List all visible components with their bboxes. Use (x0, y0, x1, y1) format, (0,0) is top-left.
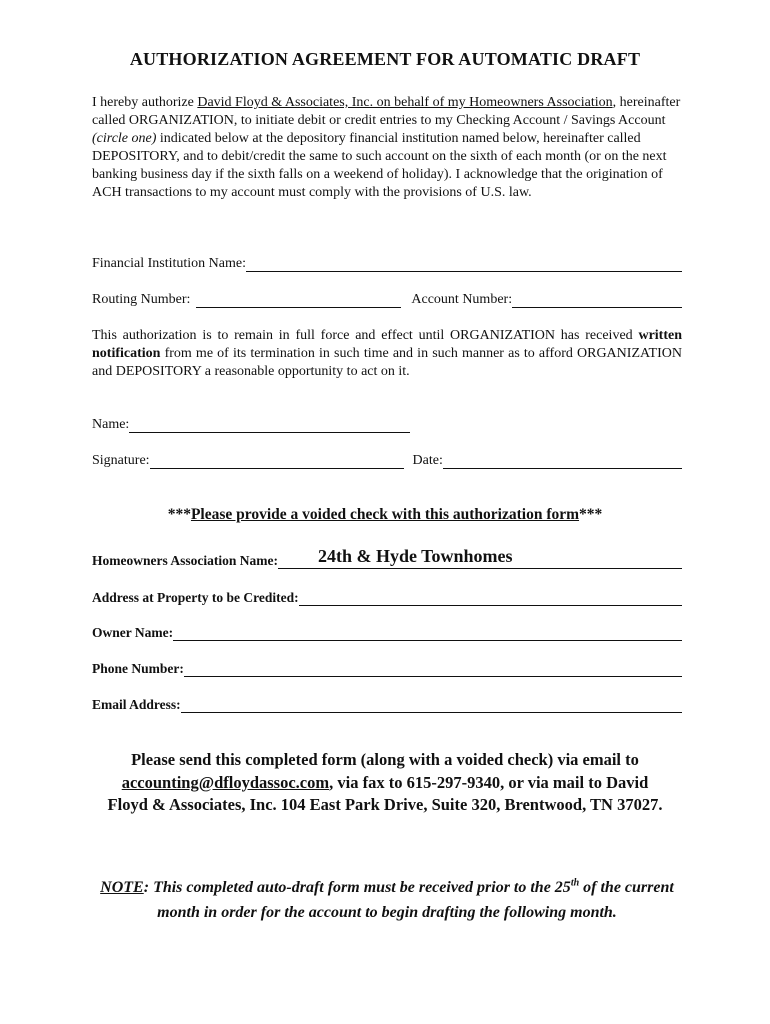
name-field[interactable] (129, 417, 410, 433)
address-field[interactable] (299, 590, 682, 606)
send-text-1: Please send this completed form (along with a voided check) via email to (131, 750, 639, 769)
stars-right: *** (579, 506, 603, 523)
hoa-name-field[interactable] (278, 546, 682, 569)
address-row (92, 590, 682, 606)
address-label: Address at Property to be Credited: (92, 590, 299, 605)
institution-name-label: Financial Institution Name: (92, 256, 246, 271)
date-label: Date: (412, 453, 443, 468)
signature-field[interactable] (150, 453, 404, 469)
intro-text-3: indicated below at the depository financial institution named below, hereinafter called DEPOSITORY, and to debit/credit the same to such account on the sixth of each month (or on the next banking business day if the sixth falls on a weekend of holiday). I acknowledge that the origination of ACH transactions to my account must comply with the provisions of U.S. law. (92, 131, 667, 200)
note-text-1: : This completed auto-draft form must be received prior to the 25 (143, 879, 571, 896)
circle-one-note: (circle one) (92, 131, 157, 146)
signature-label: Signature: (92, 453, 150, 468)
send-text-2: , via fax to 615-297-9340, or via mail to David Floyd & Associates, Inc. 104 East Park Drive, Suite 320, Brentwood, TN 37027. (107, 772, 663, 814)
routing-number-label: Routing Number: (92, 292, 191, 307)
name-label: Name: (92, 417, 130, 432)
name-row (92, 417, 410, 433)
owner-name-row (92, 625, 682, 641)
hoa-name-row (92, 546, 682, 569)
organization-name: David Floyd & Associates, Inc. on behalf of my Homeowners Association (197, 95, 613, 110)
phone-row (92, 661, 682, 677)
routing-number-field[interactable] (196, 292, 401, 308)
note-superscript: th (570, 877, 580, 889)
signature-date-row (92, 453, 682, 469)
note-label: NOTE (100, 879, 144, 896)
stars-left: *** (167, 506, 191, 523)
institution-name-row (92, 256, 682, 272)
email-link[interactable]: accounting@dfloydassoc.com (121, 772, 330, 792)
email-row (92, 697, 682, 713)
terms-text-2: from me of its termination in such time and in such manner as to afford ORGANIZATION and DEPOSITORY a reasonable opportunity to act on it. (92, 346, 682, 379)
hoa-name-label: Homeowners Association Name: (92, 553, 278, 568)
page-title: AUTHORIZATION AGREEMENT FOR AUTOMATIC DRAFT (129, 49, 641, 69)
intro-text-1: I hereby authorize (92, 95, 198, 110)
voided-check-notice (0, 506, 770, 524)
owner-name-label: Owner Name: (92, 625, 174, 640)
owner-name-field[interactable] (173, 625, 682, 641)
account-number-field[interactable] (512, 292, 682, 308)
email-field[interactable] (181, 697, 682, 713)
phone-field[interactable] (184, 661, 682, 677)
email-label: Email Address: (92, 697, 181, 712)
submission-instructions (100, 749, 670, 817)
intro-text-2: , hereinafter called ORGANIZATION, to initiate debit or credit entries to my Checking Account / Savings Account (92, 95, 681, 128)
terms-paragraph (92, 327, 682, 381)
note-text-2: of the current month in order for the account to begin drafting the following month. (157, 879, 674, 921)
terms-text-1: This authorization is to remain in full force and effect until ORGANIZATION has received (92, 328, 639, 343)
authorization-paragraph (92, 94, 682, 202)
phone-label: Phone Number: (92, 661, 184, 676)
institution-name-field[interactable] (246, 256, 682, 272)
voided-check-text: Please provide a voided check with this authorization form (190, 506, 580, 523)
hoa-name-value: 24th & Hyde Townhomes (317, 546, 513, 566)
written-notification: written notification (92, 328, 682, 361)
account-number-label: Account Number: (411, 292, 513, 307)
deadline-note (82, 875, 692, 925)
date-field[interactable] (443, 453, 682, 469)
routing-account-row (92, 292, 682, 308)
